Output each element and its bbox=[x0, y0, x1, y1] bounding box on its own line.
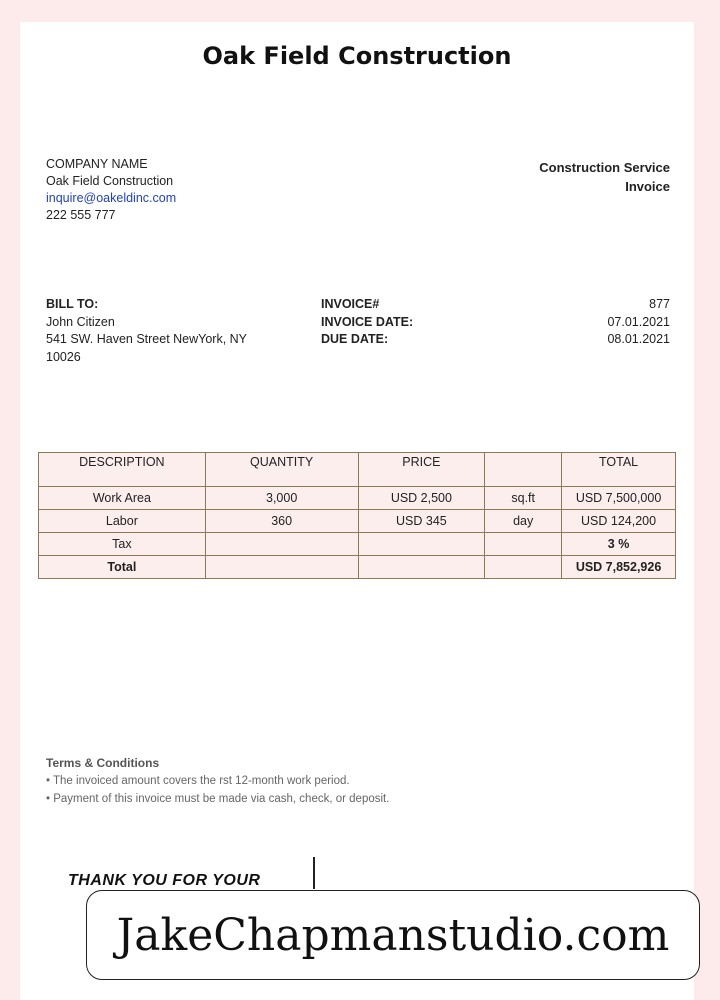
cell-total: USD 7,852,926 bbox=[562, 556, 676, 579]
invoice-page bbox=[20, 22, 694, 1000]
divider bbox=[313, 857, 315, 889]
table-row bbox=[39, 533, 676, 556]
company-name: Oak Field Construction bbox=[46, 174, 174, 188]
invoice-number-label: INVOICE# bbox=[321, 297, 380, 311]
header-quantity: QUANTITY bbox=[205, 453, 358, 487]
table-header-row bbox=[39, 453, 676, 487]
due-date-label: DUE DATE: bbox=[321, 332, 389, 346]
invoice-date-label: INVOICE DATE: bbox=[321, 314, 414, 329]
cell-quantity: 3,000 bbox=[205, 487, 358, 510]
cell-description: Total bbox=[39, 556, 206, 579]
invoice-labels bbox=[321, 296, 413, 349]
cell-total: USD 124,200 bbox=[562, 510, 676, 533]
bill-to-address: 541 SW. Haven Street NewYork, NY 10026 bbox=[46, 332, 247, 364]
table-row bbox=[39, 487, 676, 510]
service-line-2: Invoice bbox=[625, 179, 670, 194]
table-total-row bbox=[39, 556, 676, 579]
cell-description: Tax bbox=[39, 533, 206, 556]
due-date: 08.01.2021 bbox=[607, 332, 670, 346]
header-unit bbox=[485, 453, 562, 487]
terms-block bbox=[46, 754, 389, 808]
service-heading bbox=[539, 158, 670, 196]
terms-item: • Payment of this invoice must be made via cash, check, or deposit. bbox=[46, 793, 390, 805]
bill-to-name: John Citizen bbox=[46, 314, 115, 329]
cell-quantity: 360 bbox=[205, 510, 358, 533]
bill-to-block bbox=[46, 296, 266, 366]
page-title: Oak Field Construction bbox=[202, 42, 512, 70]
service-line-1: Construction Service bbox=[539, 160, 670, 175]
company-phone: 222 555 777 bbox=[46, 208, 116, 222]
cell-description: Labor bbox=[39, 510, 206, 533]
bill-to-label: BILL TO: bbox=[46, 297, 99, 311]
cell-total: 3 % bbox=[562, 533, 676, 556]
cell-total: USD 7,500,000 bbox=[562, 487, 676, 510]
line-items-table bbox=[38, 452, 676, 579]
cell-unit bbox=[485, 556, 562, 579]
cell-description: Work Area bbox=[39, 487, 206, 510]
header-price: PRICE bbox=[358, 453, 485, 487]
cell-quantity bbox=[205, 533, 358, 556]
header-description: DESCRIPTION bbox=[39, 453, 206, 487]
cell-quantity bbox=[205, 556, 358, 579]
terms-heading: Terms & Conditions bbox=[46, 756, 160, 770]
cell-price: USD 345 bbox=[358, 510, 485, 533]
invoice-date: 07.01.2021 bbox=[607, 314, 670, 329]
company-email-link[interactable]: inquire@oakeldinc.com bbox=[46, 191, 177, 205]
watermark-banner: JakeChapmanstudio.com bbox=[86, 890, 700, 980]
cell-unit: sq.ft bbox=[485, 487, 562, 510]
table-row bbox=[39, 510, 676, 533]
cell-unit bbox=[485, 533, 562, 556]
thank-you-text: THANK YOU FOR YOUR bbox=[68, 872, 261, 889]
cell-price bbox=[358, 556, 485, 579]
cell-price bbox=[358, 533, 485, 556]
company-block bbox=[46, 156, 176, 224]
invoice-number: 877 bbox=[649, 297, 670, 311]
company-label: COMPANY NAME bbox=[46, 157, 148, 171]
cell-unit: day bbox=[485, 510, 562, 533]
header-total: TOTAL bbox=[562, 453, 676, 487]
terms-item: • The invoiced amount covers the rst 12-month work period. bbox=[46, 775, 350, 787]
cell-price: USD 2,500 bbox=[358, 487, 485, 510]
invoice-values bbox=[607, 296, 670, 349]
